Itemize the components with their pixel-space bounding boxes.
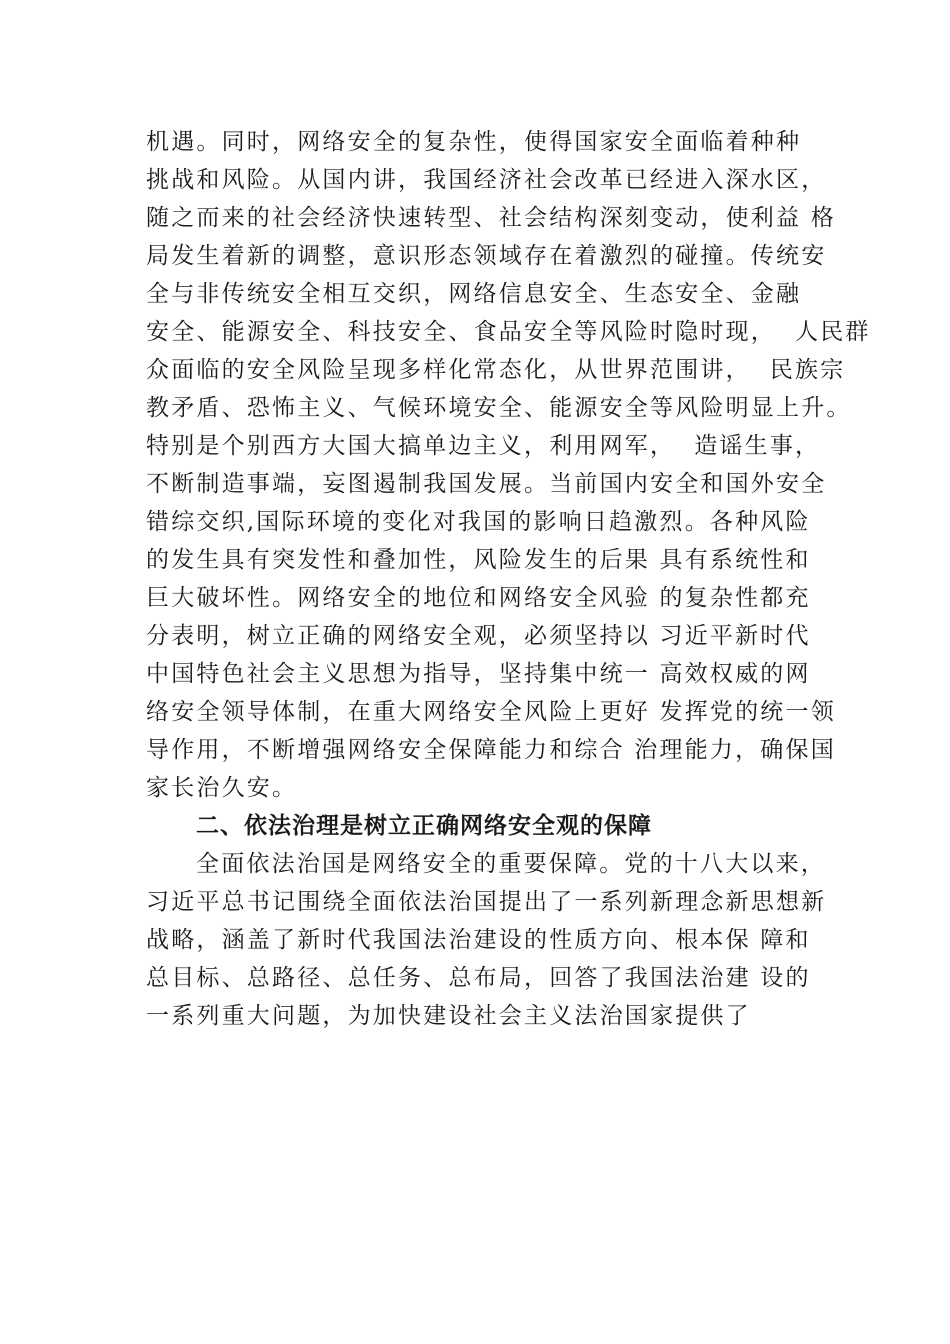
body-text-line: 挑战和风险。从国内讲，我国经济社会改革已经进入深水区， xyxy=(146,167,827,193)
body-text-line: 习近平总书记围绕全面依法治国提出了一系列新理念新思想新 xyxy=(146,889,827,915)
body-text-line: 局发生着新的调整，意识形态领域存在着激烈的碰撞。传统安 xyxy=(146,243,827,269)
body-text-line: 的发生具有突发性和叠加性，风险发生的后果 具有系统性和 xyxy=(146,547,811,573)
body-text-line: 分表明，树立正确的网络安全观，必须坚持以 习近平新时代 xyxy=(146,623,811,649)
body-text-line: 错综交织,国际环境的变化对我国的影响日趋激烈。各种风险 xyxy=(146,509,811,535)
body-text-line: 全与非传统安全相互交织，网络信息安全、生态安全、金融 xyxy=(146,281,802,307)
paragraph-first-line: 全面依法治国是网络安全的重要保障。党的十八大以来， xyxy=(196,851,826,877)
section-heading: 二、依法治理是树立正确网络安全观的保障 xyxy=(196,813,652,839)
body-text-line: 家长治久安。 xyxy=(146,775,298,801)
body-text-line: 特别是个别西方大国大搞单边主义，利用网军， 造谣生事， xyxy=(146,433,821,459)
body-text-line: 机遇。同时，网络安全的复杂性，使得国家安全面临着种种 xyxy=(146,129,802,155)
body-text-line: 不断制造事端，妄图遏制我国发展。当前国内安全和国外安全 xyxy=(146,471,827,497)
body-text-line: 络安全领导体制，在重大网络安全风险上更好 发挥党的统一领 xyxy=(146,699,836,725)
body-text-line: 导作用，不断增强网络安全保障能力和综合 治理能力，确保国 xyxy=(146,737,836,763)
body-text-line: 中国特色社会主义思想为指导，坚持集中统一 高效权威的网 xyxy=(146,661,811,687)
body-text-line: 一系列重大问题，为加快建设社会主义法治国家提供了 xyxy=(146,1003,751,1029)
body-text-line: 随之而来的社会经济快速转型、社会结构深刻变动，使利益 格 xyxy=(146,205,836,231)
body-text-line: 安全、能源安全、科技安全、食品安全等风险时隐时现， 人民群 xyxy=(146,319,871,345)
body-text-line: 总目标、总路径、总任务、总布局，回答了我国法治建 设的 xyxy=(146,965,811,991)
body-text-line: 战略，涵盖了新时代我国法治建设的性质方向、根本保 障和 xyxy=(146,927,811,953)
body-text-line: 巨大破坏性。网络安全的地位和网络安全风验 的复杂性都充 xyxy=(146,585,811,611)
body-text-line: 众面临的安全风险呈现多样化常态化，从世界范围讲， 民族宗 xyxy=(146,357,846,383)
body-text-line: 教矛盾、恐怖主义、气候环境安全、能源安全等风险明显上升。 xyxy=(146,395,852,421)
